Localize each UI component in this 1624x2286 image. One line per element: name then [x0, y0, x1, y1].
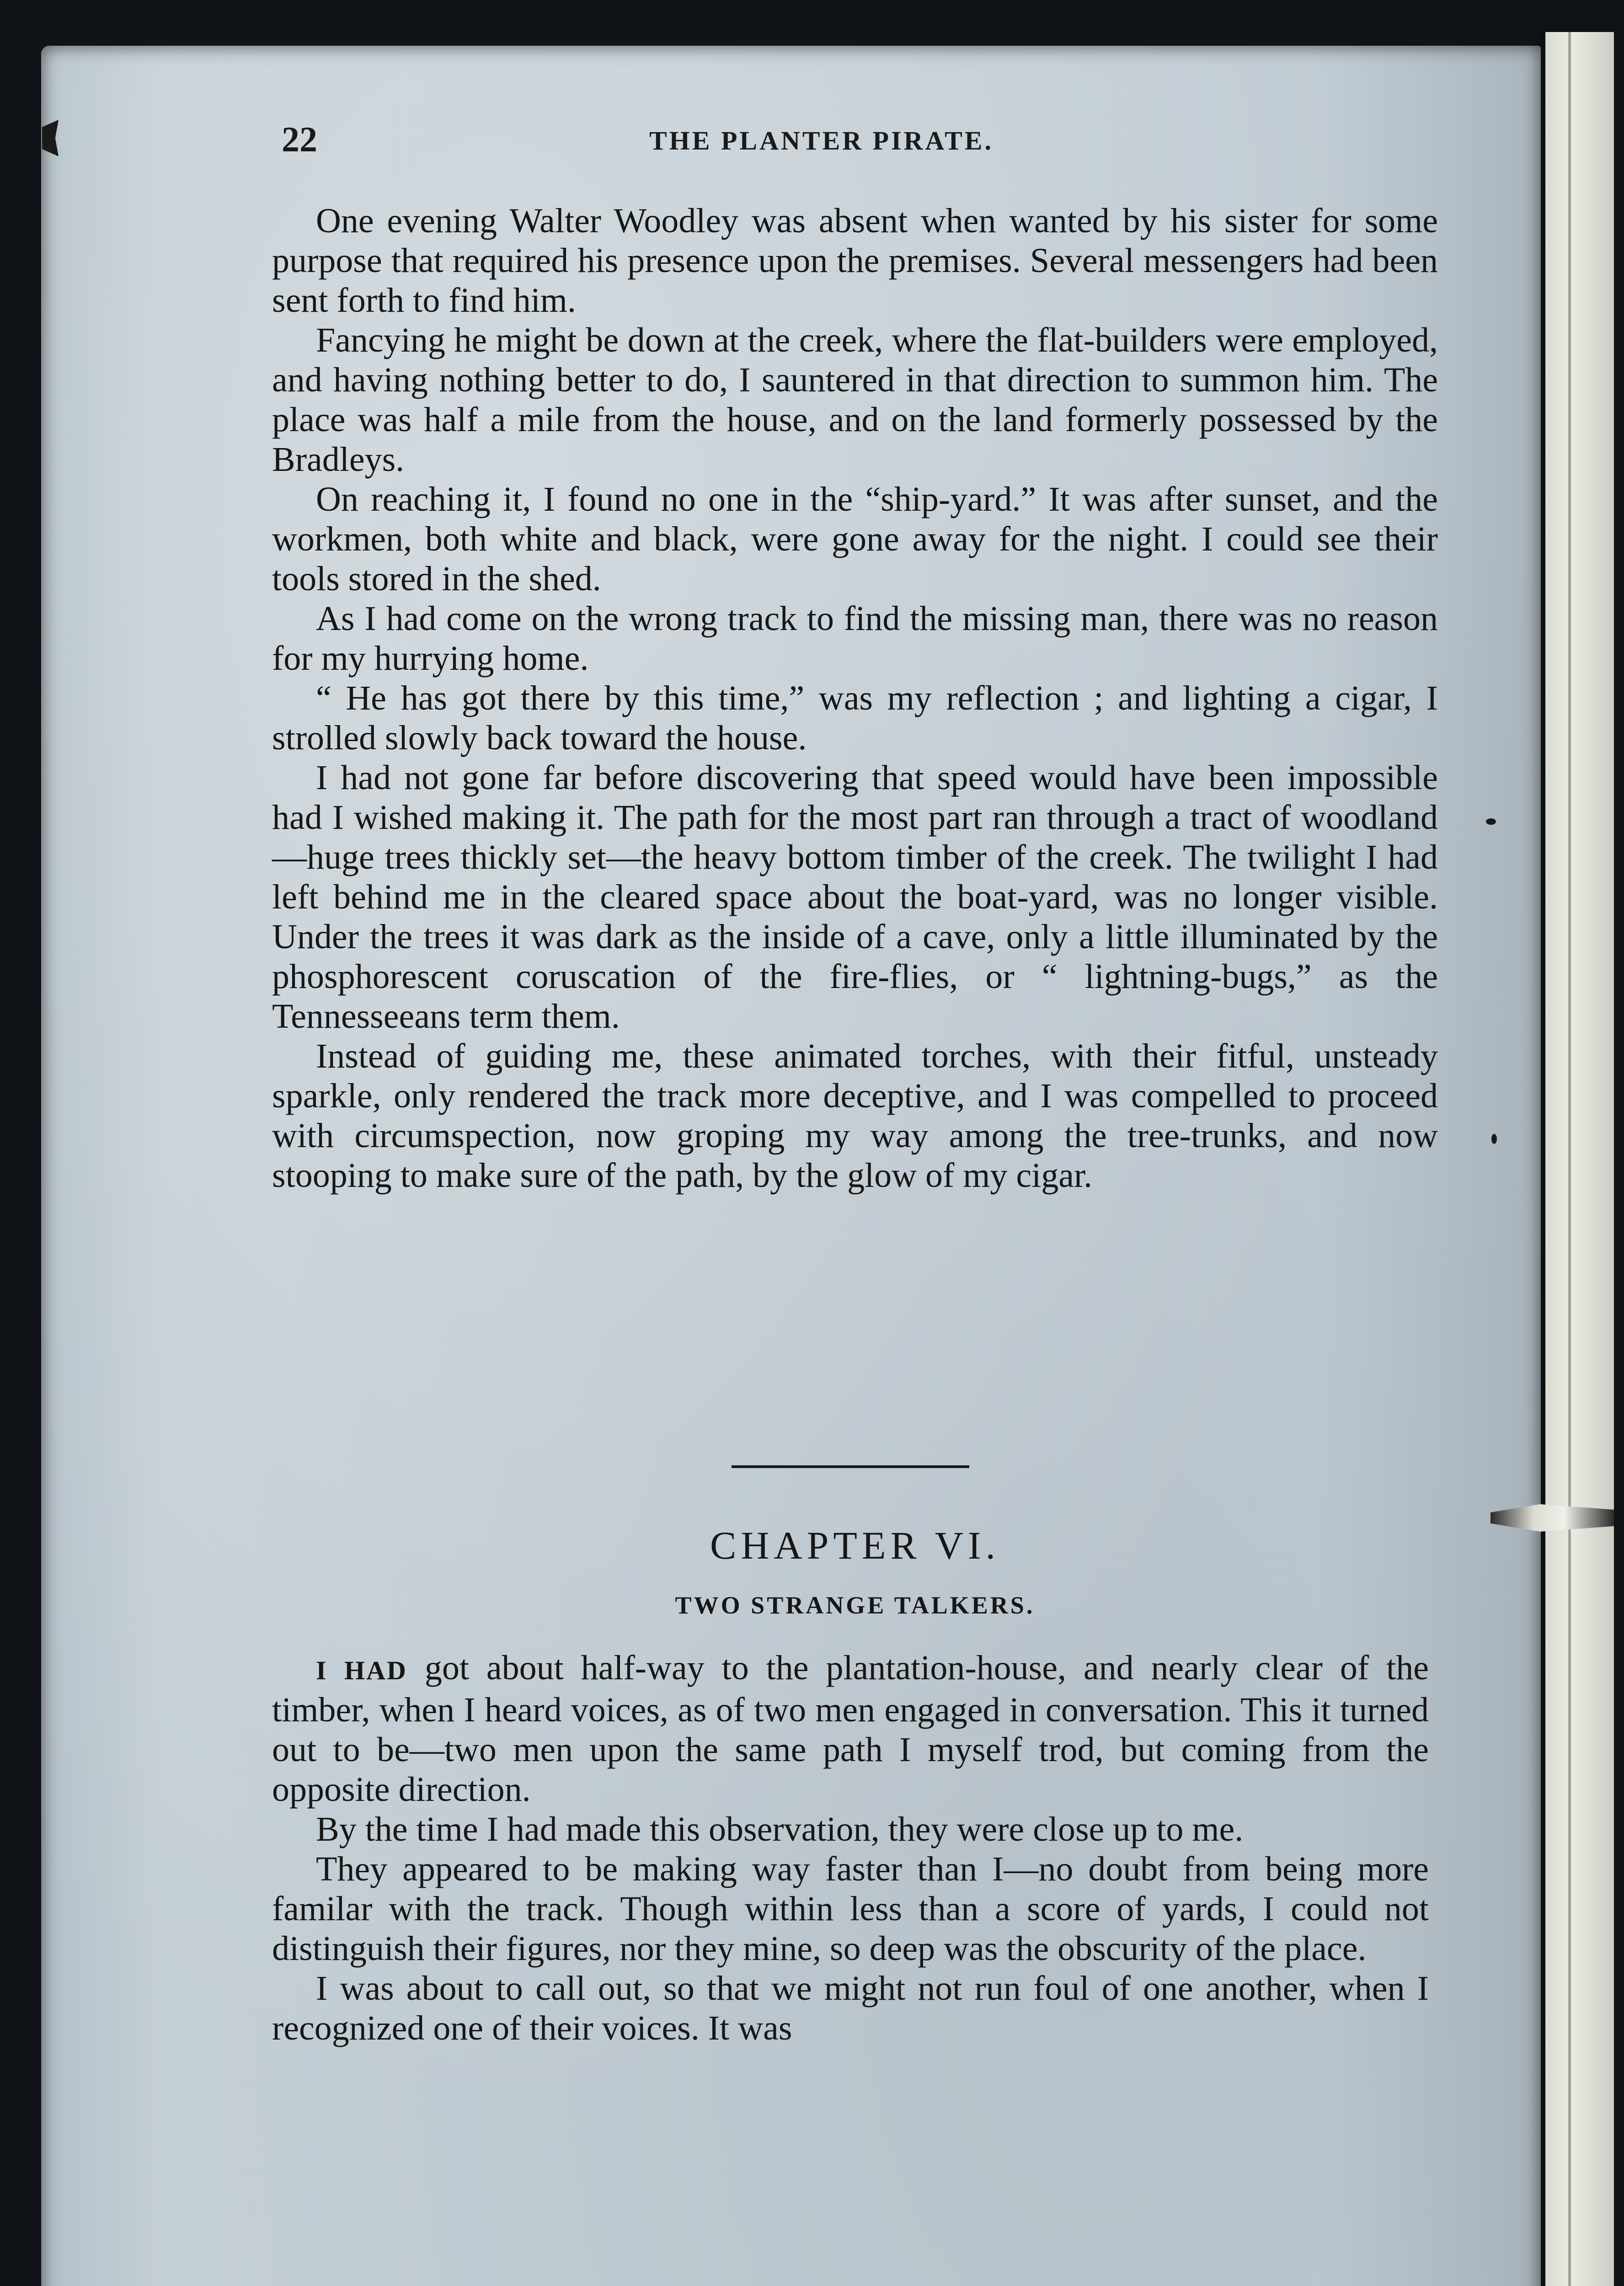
margin-speck	[1491, 1134, 1497, 1144]
body-text	[272, 201, 1438, 1196]
paragraph: By the time I had made this observation, they were close up to me.	[316, 1810, 1244, 1848]
margin-speck	[1486, 818, 1496, 825]
spine-crease	[1568, 32, 1571, 2286]
paragraph: They appeared to be making way faster than I—no doubt from being more familar with the track. Though within less than a score of yards, I could not distinguish their figures, nor they mine, so deep was the obscurity of the place.	[272, 1850, 1429, 1968]
chapter-body-text	[272, 1648, 1429, 2048]
paragraph: On reaching it, I found no one in the “ship-yard.” It was after sunset, and the workmen, both white and black, were gone away for the night. I could see their tools stored in the shed.	[272, 480, 1438, 598]
opening-smallcaps: I HAD	[316, 1656, 407, 1685]
book-spine	[1545, 32, 1614, 2286]
paragraph: I was about to call out, so that we might not run foul of one another, when I recognized one of their voices. It was	[272, 1969, 1429, 2047]
running-title: THE PLANTER PIRATE.	[649, 126, 994, 155]
paragraph: Fancying he might be down at the creek, where the flat-builders were employed, and having nothing better to do, I sauntered in that direction to summon him. The place was half a mile from the house, and on the land formerly possessed by the Bradleys.	[272, 321, 1438, 479]
opening-text: got about half-way to the plantation-house, and nearly clear of the timber, when I heard voices, as of two men engaged in conversation. This it turned out to be—two men upon the same path I myself trod, but coming from the opposite direction.	[272, 1649, 1429, 1809]
paragraph: One evening Walter Woodley was absent when wanted by his sister for some purpose that required his presence upon the premises. Several messengers had been sent forth to find him.	[272, 202, 1438, 320]
chapter-divider	[732, 1465, 969, 1468]
page-number: 22	[282, 119, 317, 159]
chapter-title: CHAPTER VI.	[710, 1523, 1000, 1567]
paragraph: I had not gone far before discovering that speed would have been impossible had I wished making it. The path for the most part ran through a tract of woodland—huge trees thickly set—the heavy bottom timber of the creek. The twilight I had left behind me in the cleared space about the boat-yard, was no longer visible. Under the trees it was dark as the inside of a cave, only a little illuminated by the phosphorescent coruscation of the fire-flies, or “ lightning-bugs,” as the Tennesseeans term them.	[272, 758, 1438, 1036]
paragraph: Instead of guiding me, these animated torches, with their fitful, unsteady sparkle, only rendered the track more deceptive, and I was compelled to proceed with circumspection, now groping my way among the tree-trunks, and now stooping to make sure of the path, by the glow of my cigar.	[272, 1037, 1438, 1195]
chapter-subtitle: TWO STRANGE TALKERS.	[675, 1592, 1035, 1619]
paragraph: As I had come on the wrong track to find the missing man, there was no reason for my hurrying home.	[272, 599, 1438, 678]
chapter-opening-paragraph	[272, 1648, 1429, 1810]
paragraph: “ He has got there by this time,” was my reflection ; and lighting a cigar, I strolled slowly back toward the house.	[272, 679, 1438, 757]
